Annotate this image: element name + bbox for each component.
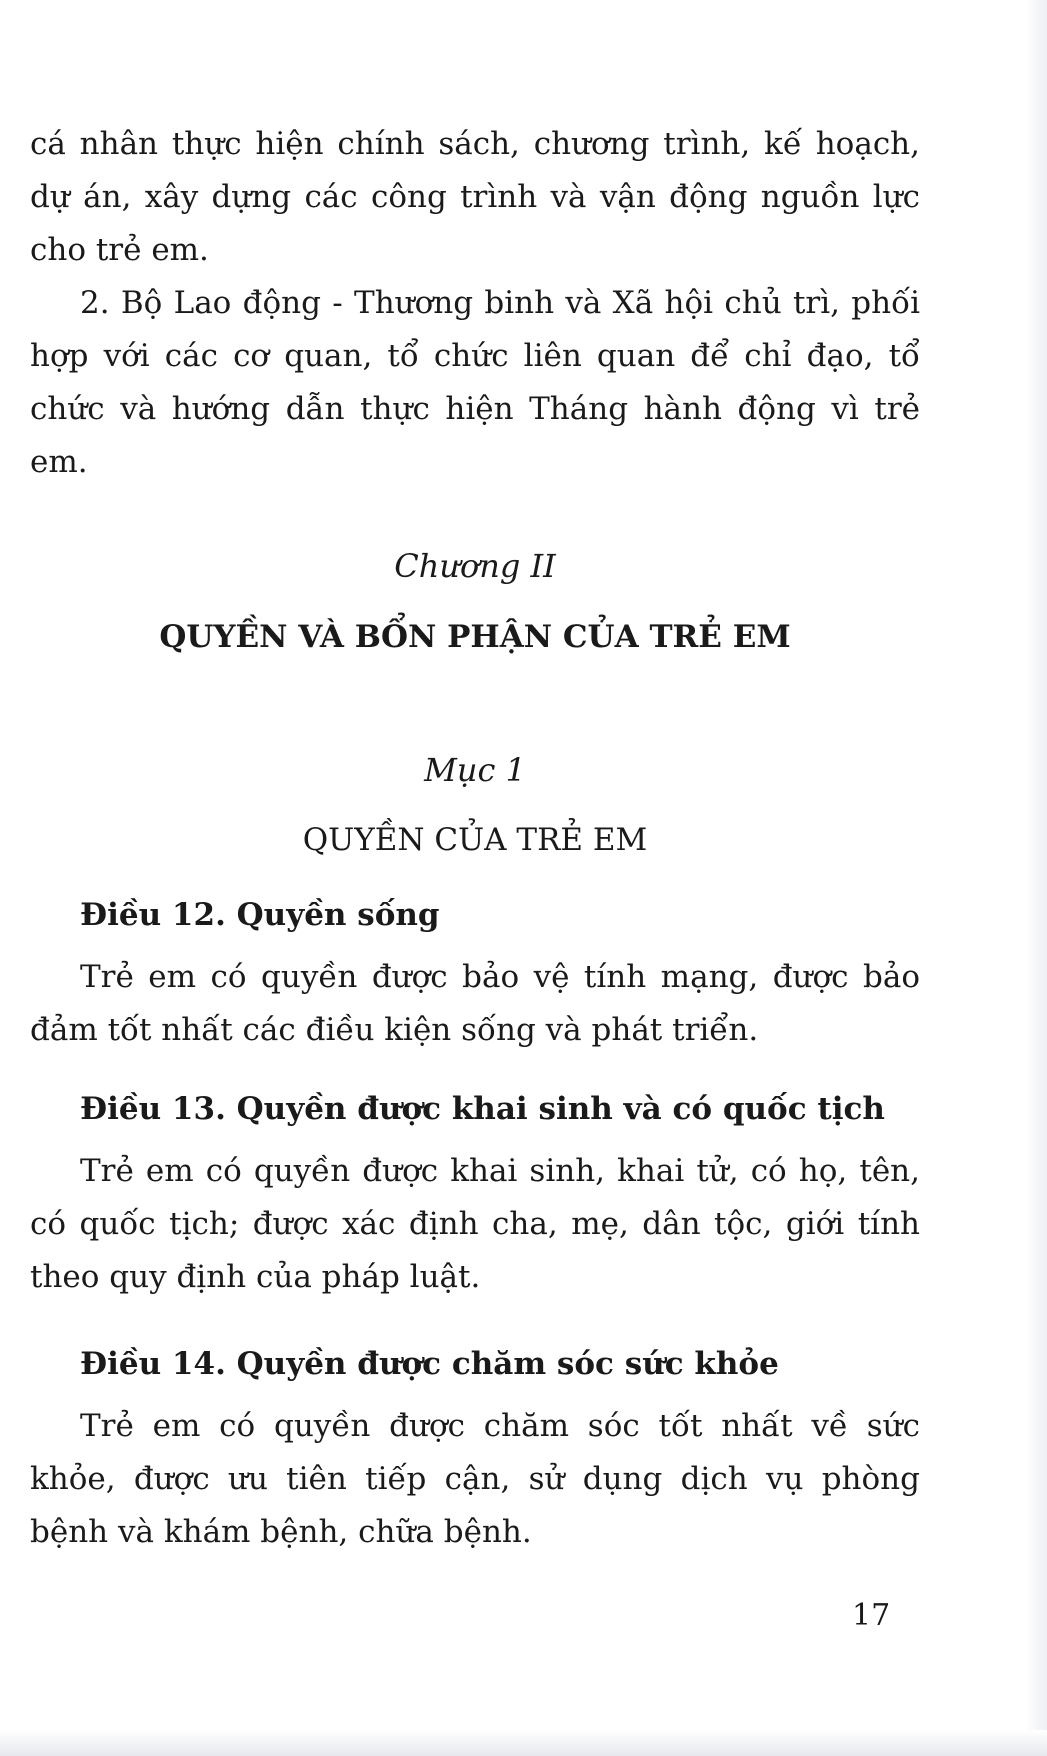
- article-13-title: Điều 13. Quyền được khai sinh và có quốc tịch: [80, 1091, 885, 1127]
- page-number: 17: [852, 1598, 891, 1633]
- paragraph-continued: cá nhân thực hiện chính sách, chương trình, kế hoạch, dự án, xây dựng các công trình và vận động nguồn lực cho trẻ em.: [30, 126, 920, 268]
- paragraph-item-2: 2. Bộ Lao động - Thương binh và Xã hội chủ trì, phối hợp với các cơ quan, tổ chức liên quan để chỉ đạo, tổ chức và hướng dẫn thực hiện Tháng hành động vì trẻ em.: [30, 285, 920, 480]
- section-label: Mục 1: [424, 751, 526, 789]
- article-12-text: Trẻ em có quyền được bảo vệ tính mạng, được bảo đảm tốt nhất các điều kiện sống và phát triển.: [30, 959, 920, 1048]
- section-title: QUYỀN CỦA TRẺ EM: [302, 822, 648, 858]
- chapter-label: Chương II: [394, 547, 556, 585]
- article-13-text: Trẻ em có quyền được khai sinh, khai tử, có họ, tên, có quốc tịch; được xác định cha, mẹ, dân tộc, giới tính theo quy định của pháp luật.: [30, 1153, 920, 1295]
- chapter-title: QUYỀN VÀ BỔN PHẬN CỦA TRẺ EM: [159, 619, 791, 655]
- page-bottom-edge: [0, 1730, 1047, 1756]
- article-14-text: Trẻ em có quyền được chăm sóc tốt nhất về sức khỏe, được ưu tiên tiếp cận, sử dụng dịch vụ phòng bệnh và khám bệnh, chữa bệnh.: [30, 1408, 920, 1550]
- page-text: [30, 118, 920, 1559]
- page-edge-shadow: [1025, 0, 1047, 1756]
- article-14-title: Điều 14. Quyền được chăm sóc sức khỏe: [80, 1346, 779, 1382]
- article-12-title: Điều 12. Quyền sống: [80, 897, 440, 933]
